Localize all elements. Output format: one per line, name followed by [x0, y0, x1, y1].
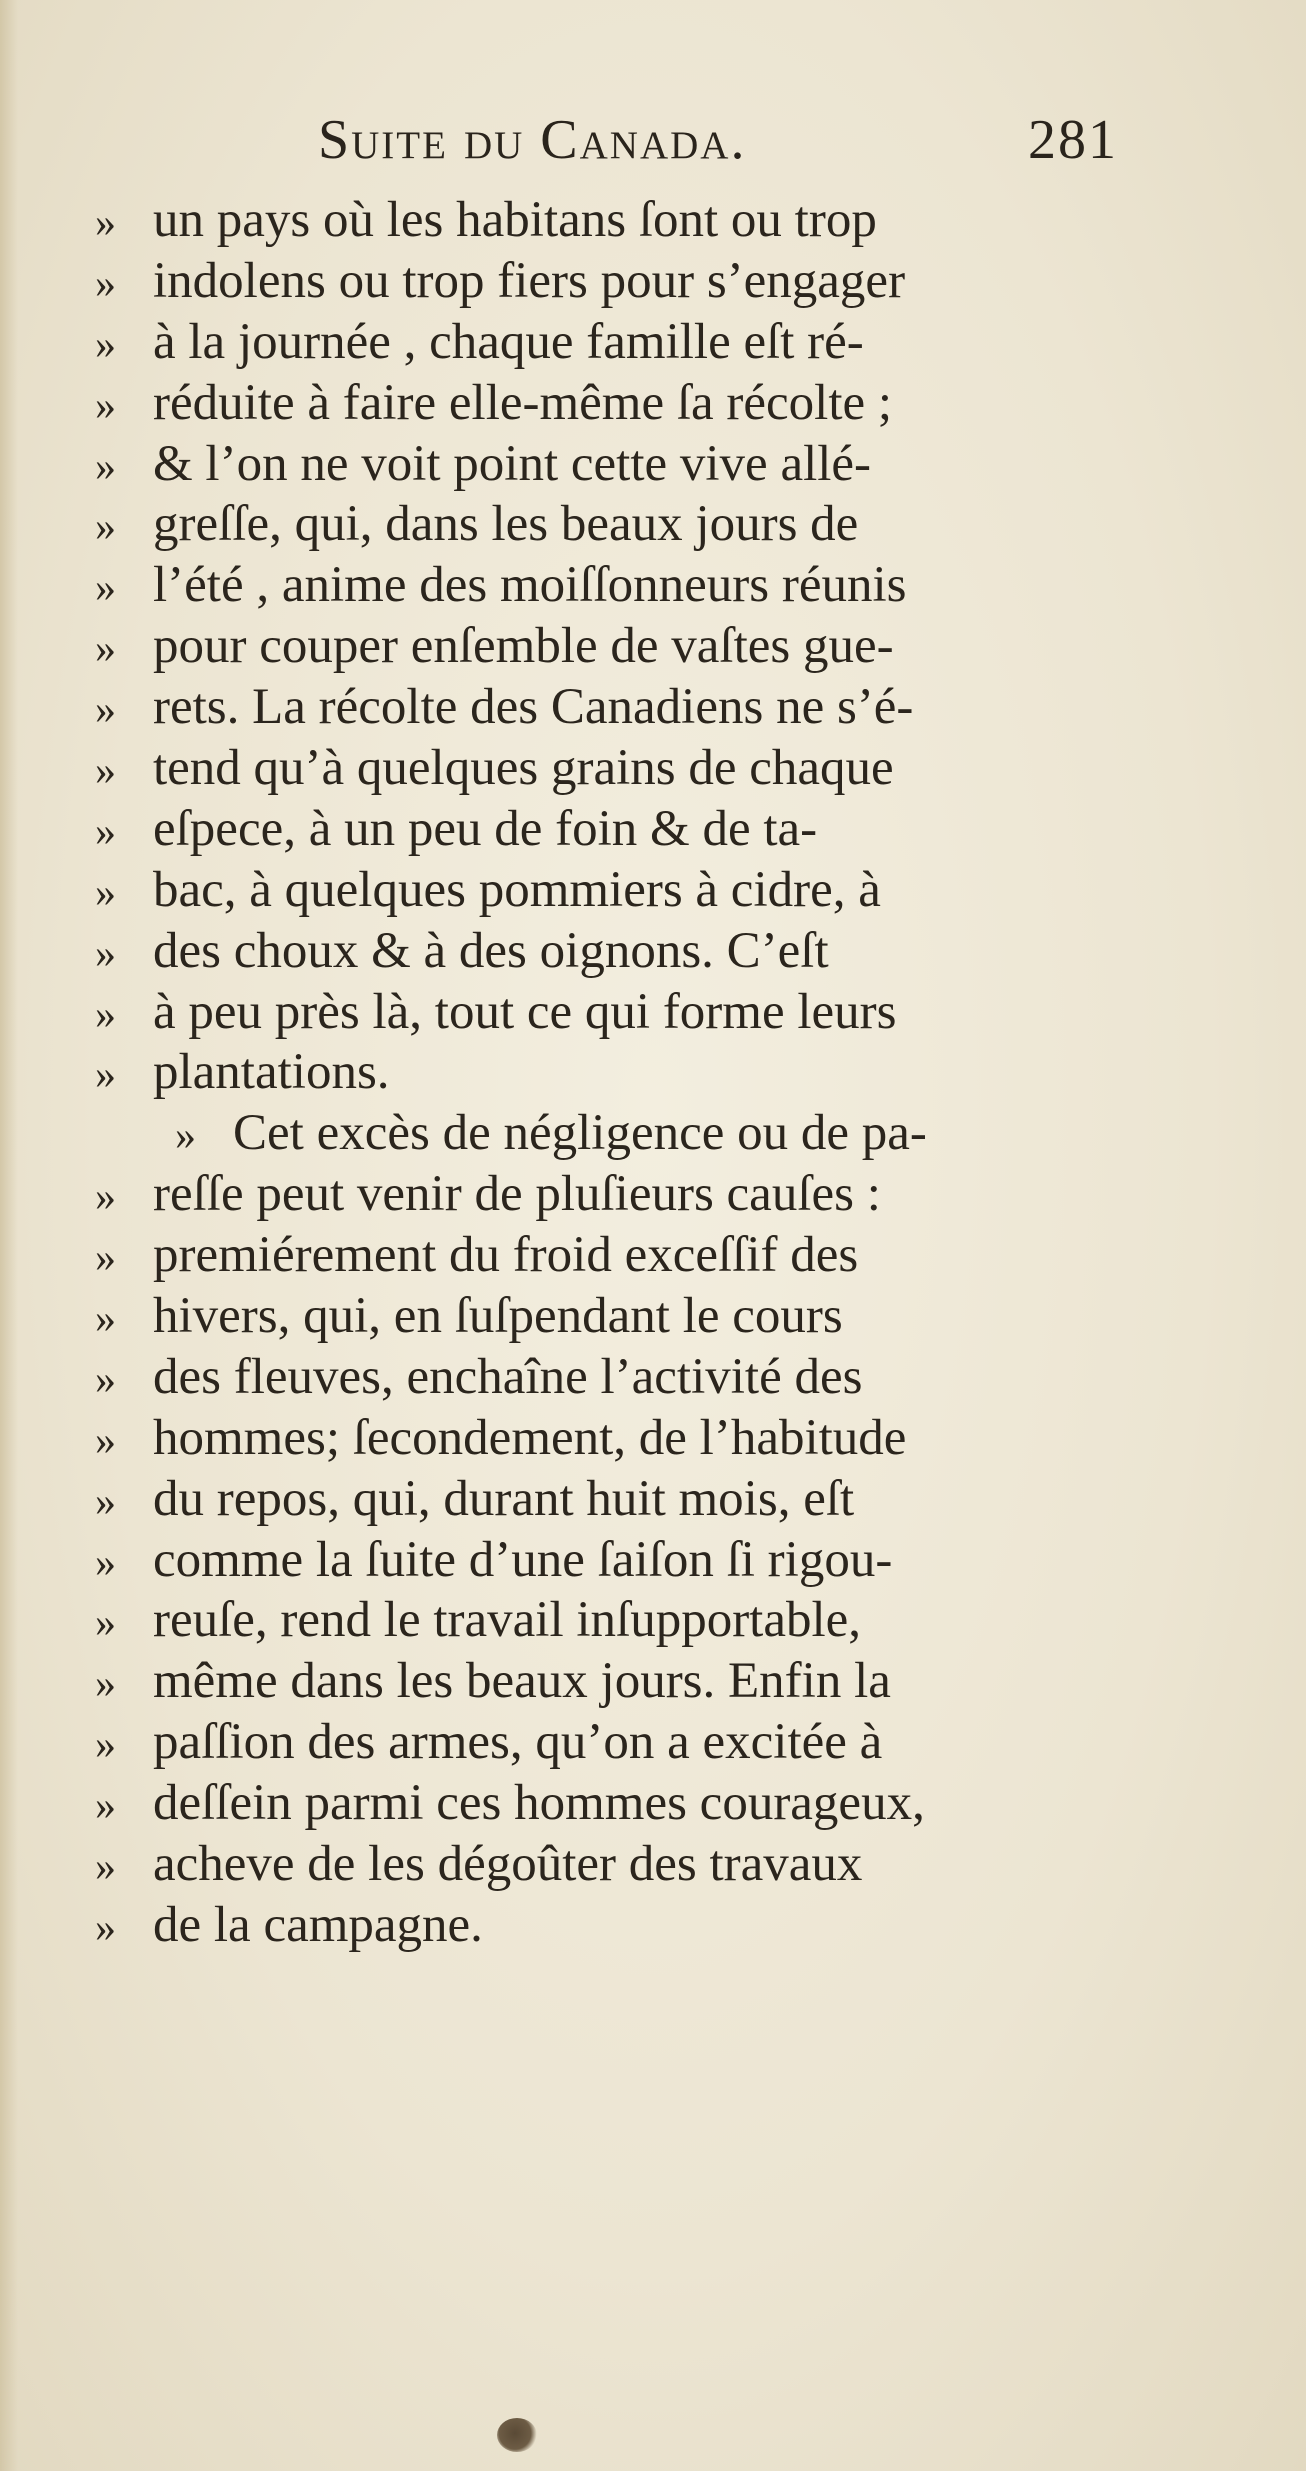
text-line: » hommes; ſecondement, de l’habitude	[95, 1408, 1125, 1469]
text-line: » bac, à quelques pommiers à cidre, à	[95, 860, 1125, 921]
quote-mark: »	[95, 443, 116, 490]
text-line: » rets. La récolte des Canadiens ne s’é-	[95, 677, 1125, 738]
quote-mark: »	[95, 382, 116, 429]
text-line: » même dans les beaux jours. Enfin la	[95, 1651, 1125, 1712]
ink-blot	[497, 2418, 537, 2452]
text-line: » reuſe, rend le travail inſupportable,	[95, 1590, 1125, 1651]
text-line: » à la journée , chaque famille eſt ré-	[95, 312, 1125, 373]
text-line: » à peu près là, tout ce qui forme leurs	[95, 982, 1125, 1043]
text-line: » l’été , anime des moiſſonneurs réunis	[95, 555, 1125, 616]
quote-mark: »	[95, 626, 116, 673]
quote-mark: »	[95, 1356, 116, 1403]
text-line: » acheve de les dégoûter des travaux	[95, 1834, 1125, 1895]
running-title: Suite du Canada.	[318, 109, 747, 171]
quote-mark: »	[95, 1174, 116, 1221]
text-line: » un pays où les habitans ſont ou trop	[95, 190, 1125, 251]
quote-mark: »	[175, 1113, 196, 1160]
quote-mark: »	[95, 930, 116, 977]
page-number: 281	[1028, 109, 1118, 171]
body-text	[95, 190, 1125, 1956]
quote-mark: »	[95, 260, 116, 307]
page-header	[318, 108, 1118, 178]
text-line: » des choux & à des oignons. C’eſt	[95, 921, 1125, 982]
quote-mark: »	[95, 1296, 116, 1343]
text-line: » premiérement du froid exceſſif des	[95, 1225, 1125, 1286]
text-line: » du repos, qui, durant huit mois, eſt	[95, 1469, 1125, 1530]
quote-mark: »	[95, 1417, 116, 1464]
text-line: » indolens ou trop fiers pour s’engager	[95, 251, 1125, 312]
text-line: » réduite à faire elle-même ſa récolte ;	[95, 373, 1125, 434]
quote-mark: »	[95, 1600, 116, 1647]
text-line: » hivers, qui, en ſuſpendant le cours	[95, 1286, 1125, 1347]
quote-mark: »	[95, 748, 116, 795]
quote-mark: »	[95, 687, 116, 734]
text-line: » comme la ſuite d’une ſaiſon ſi rigou-	[95, 1530, 1125, 1591]
quote-mark: »	[95, 1661, 116, 1708]
text-line: » des fleuves, enchaîne l’activité des	[95, 1347, 1125, 1408]
quote-mark: »	[95, 1539, 116, 1586]
quote-mark: »	[95, 1478, 116, 1525]
text-line: » reſſe peut venir de pluſieurs cauſes :	[95, 1164, 1125, 1225]
quote-mark: »	[95, 1722, 116, 1769]
text-line: » & l’on ne voit point cette vive allé-	[95, 434, 1125, 495]
quote-mark: »	[95, 1235, 116, 1282]
text-line: » eſpece, à un peu de foin & de ta-	[95, 799, 1125, 860]
text-line: » pour couper enſemble de vaſtes gue-	[95, 616, 1125, 677]
quote-mark: »	[95, 991, 116, 1038]
quote-mark: »	[95, 1052, 116, 1099]
quote-mark: »	[95, 1783, 116, 1830]
text-line: » paſſion des armes, qu’on a excitée à	[95, 1712, 1125, 1773]
quote-mark: »	[95, 565, 116, 612]
quote-mark: »	[95, 200, 116, 246]
quote-mark: »	[95, 869, 116, 916]
quote-mark: »	[95, 808, 116, 855]
text-line: » plantations.	[95, 1042, 1125, 1103]
quote-mark: »	[95, 321, 116, 368]
text-line: » Cet excès de négligence ou de pa-	[95, 1103, 1125, 1164]
text-line: » de la campagne.	[95, 1895, 1125, 1956]
quote-mark: »	[95, 504, 116, 551]
quote-mark: »	[95, 1904, 116, 1951]
quote-mark: »	[95, 1844, 116, 1891]
text-line: » tend qu’à quelques grains de chaque	[95, 738, 1125, 799]
text-line: » greſſe, qui, dans les beaux jours de	[95, 494, 1125, 555]
text-line: » deſſein parmi ces hommes courageux,	[95, 1773, 1125, 1834]
